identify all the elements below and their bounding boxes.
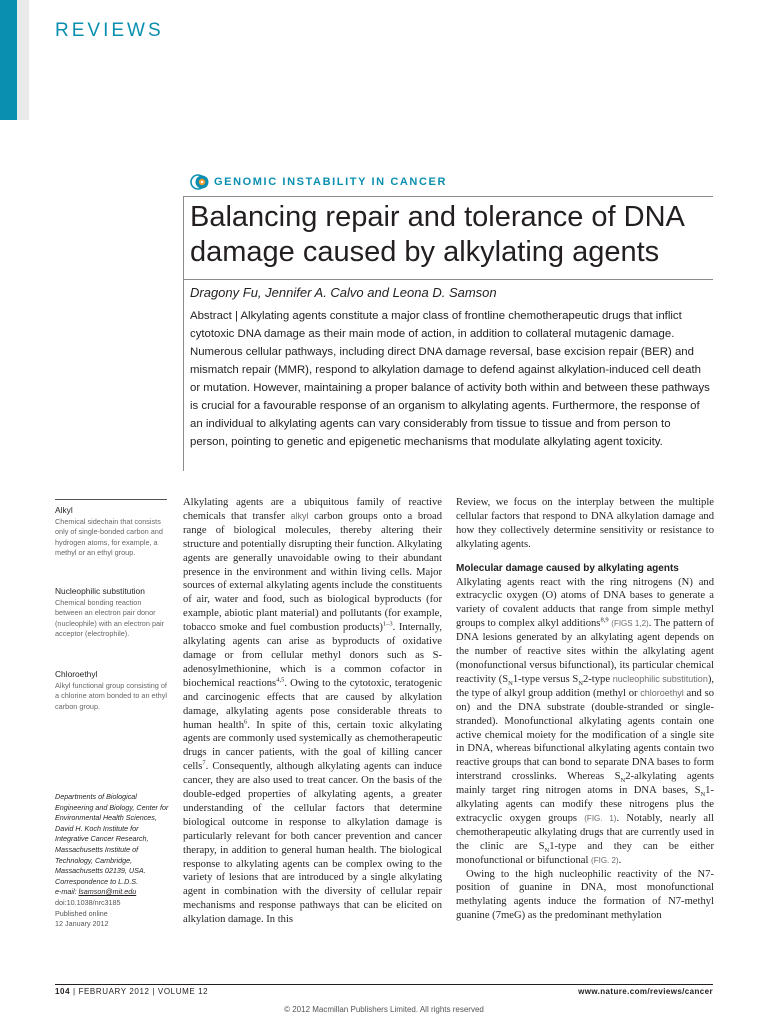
journal-url[interactable]: www.nature.com/reviews/cancer (578, 987, 713, 996)
page-number: 104 (55, 987, 71, 996)
published-label: Published online (55, 908, 108, 918)
citation[interactable]: 1–3 (382, 620, 393, 628)
title-rule-left (183, 196, 184, 471)
body-paragraph: Review, we focus on the interplay between the multiple cellular factors that respond to DNA alkylation damage and how they collectively determine sensitivity or resistance to alkylating agents. (456, 497, 714, 550)
glossary-entry-nucleophilic-substitution (55, 586, 170, 640)
issue-info: FEBRUARY 2012 | VOLUME 12 (78, 987, 209, 996)
glossary-link-nucleophilic-substitution[interactable]: nucleophilic substitution (612, 673, 708, 684)
affiliation-department: Departments of Biological Engineering and Biology, Center for Environmental Health Sciences, David H. Koch Institute for Integrative Cancer Research, Massachusetts Institute of Technology, Cambridge, Massachusetts 02139, USA. Correspondence to L.D.S. (55, 792, 169, 886)
glossary-rule (55, 499, 167, 500)
glossary-entry-alkyl (55, 505, 170, 559)
glossary-term: Alkyl (55, 505, 73, 515)
topic-label: GENOMIC INSTABILITY IN CANCER (214, 176, 447, 188)
figure-link[interactable]: (FIG. 1) (584, 813, 617, 823)
glossary-definition: Alkyl functional group consisting of a chlorine atom bonded to an ethyl carbon group. (55, 681, 167, 711)
figure-link[interactable]: (FIGS 1,2) (611, 619, 649, 629)
footer-issue-info: 104 | FEBRUARY 2012 | VOLUME 12 (55, 987, 209, 996)
body-column-1 (183, 496, 442, 927)
body-paragraph: Alkylating agents are a ubiquitous family of reactive chemicals that transfer alkyl carbon groups onto a broad range of biological molecules, thereby altering their structure and potentially disrupting their function. Alkylating agents are generally unavoidable owing to their abundant presence in the environment and within living cells. Major sources of external alkylating agents include the constituents of air, water and food, such as biological byproducts (for example, abiotic plant material) and pollutants (for example, tobacco smoke and fuel combustion products)$^{1-3}$. Internally, alkylating agents can arise as byproducts of oxidative damage or from cellular methyl donors such as S-adenosylmethionine, which is a common cofactor in biochemical reactions$^{4,5}$. Owing to the cytotoxic, teratogenic and carcinogenic effects that are caused by alkylation damage, alkylating agents pose considerable threats to human health$^6$. In spite of this, certain toxic alkylating agents are commonly used systemically as chemotherapeutic drugs in cancer patients, with the goal of killing cancer cells$^7$. Consequently, although alkylating agents can induce cancer, they are also used to treat cancer. On the basis of the double-edged properties of alkylating agents, a greater understanding of the cellular factors that determine biological outcome in response to alkylation damage is particularly relevant for both cancer prevention and cancer therapy, in addition to general human health. The biological response to alkylating agents can be complex owing to the variety of lesions that are introduced by a single alkylating agent in combination with the diversity of cellular repair mechanisms and response pathways that can be elicited on alkylation damage. In this (183, 497, 443, 926)
glossary-term: Chloroethyl (55, 669, 98, 679)
article-abstract: Abstract | Alkylating agents constitute a major class of frontline chemotherapeutic drugs that inflict cytotoxic DNA damage as their main mode of action, in addition to collateral mutagenic damage. Numerous cellular pathways, including direct DNA damage reversal, base excision repair (BER) and mismatch repair (MMR), respond to alkylation damage to defend against alkylation-induced cell death or mutation. However, maintaining a proper balance of activity both within and between these pathways is crucial for a favourable response of an organism to alkylating agents. Furthermore, the response of an individual to alkylating agents can vary considerably from tissue to tissue and from person to person, pointing to genetic and epigenetic mechanisms that modulate alkylating agent toxicity. (190, 310, 710, 448)
body-paragraph: Owing to the high nucleophilic reactivity of the N7-position of guanine in DNA, most monofunctional methylating agents induce the formation of N7-methyl guanine (7meG) as the predominant methylation (456, 868, 714, 922)
section-heading: Molecular damage caused by alkylating agents (456, 562, 679, 574)
title-rule-top (183, 196, 713, 197)
glossary-term: Nucleophilic substitution (55, 586, 145, 596)
figure-link[interactable]: (FIG. 2) (591, 855, 619, 865)
glossary-link-alkyl[interactable]: alkyl (290, 510, 309, 521)
body-column-2 (456, 496, 714, 923)
section-label: REVIEWS (55, 20, 164, 41)
email-link[interactable]: lsamson@mit.edu (78, 887, 137, 897)
article-authors: Dragony Fu, Jennifer A. Calvo and Leona D. Samson (190, 285, 497, 300)
published-date: 12 January 2012 (55, 919, 109, 929)
citation[interactable]: 6 (244, 717, 248, 725)
copyright-notice: © 2012 Macmillan Publishers Limited. All rights reserved (284, 1005, 484, 1014)
glossary-definition: Chemical bonding reaction between an electron pair donor (nucleophile) with an electron pair acceptor (electrophile). (55, 598, 165, 639)
citation[interactable]: 4,5 (276, 676, 285, 684)
glossary-definition: Chemical sidechain that consists only of single-bonded carbon and hydrogen atoms, for example, a methyl or an ethyl group. (55, 517, 163, 558)
section-tab-shadow (17, 0, 29, 120)
email-label: e-mail: (55, 887, 79, 897)
affiliation-email-line (55, 887, 173, 898)
body-paragraph: Alkylating agents react with the ring nitrogens (N) and extracyclic oxygen (O) atoms of DNA bases to generate a variety of covalent adducts that range from simple methyl groups to complex alkyl additions$^{8,9}$ (FIGS 1,2). The pattern of DNA lesions generated by an alkylating agent depends on the number of reactive sites within the alkylating agent (monofunctional versus bifunctional), its particular chemical reactivity ($S_N1$-type versus $S_N2$-type nucleophilic substitution), the type of alkyl group addition (methyl or chloroethyl and so on) and the DNA substrate (double-stranded or single-stranded). Monofunctional alkylating agents contain one active chemical moiety for the modification of a single site in DNA, whereas bifunctional alkylating agents contain two reactive groups that can bond to separate DNA bases to form interstrand crosslinks. Whereas $S_N2$-alkylating agents mainly target ring nitrogen atoms in DNA bases, $S_N1$-alkylating agents can modify these nitrogens plus the extracyclic oxygen groups (FIG. 1). Notably, nearly all chemotherapeutic alkylating drugs that are currently used in the clinic are $S_N1$-type and they can be either monofunctional or bifunctional (FIG. 2). (456, 576, 715, 866)
author-affiliation (55, 792, 173, 930)
glossary-link-chloroethyl[interactable]: chloroethyl (640, 687, 684, 698)
glossary-entry-chloroethyl (55, 669, 170, 712)
article-title: Balancing repair and tolerance of DNA damage caused by alkylating agents (190, 201, 684, 268)
title-rule-bottom (183, 279, 713, 280)
topic-banner (190, 174, 447, 190)
citation[interactable]: 7 (202, 759, 206, 767)
doi: doi:10.1038/nrc3185 (55, 897, 121, 907)
section-tab-marker (0, 0, 17, 120)
genomic-instability-logo-icon (190, 174, 210, 190)
footer-rule (55, 984, 713, 985)
citation[interactable]: 8,9 (600, 616, 609, 624)
